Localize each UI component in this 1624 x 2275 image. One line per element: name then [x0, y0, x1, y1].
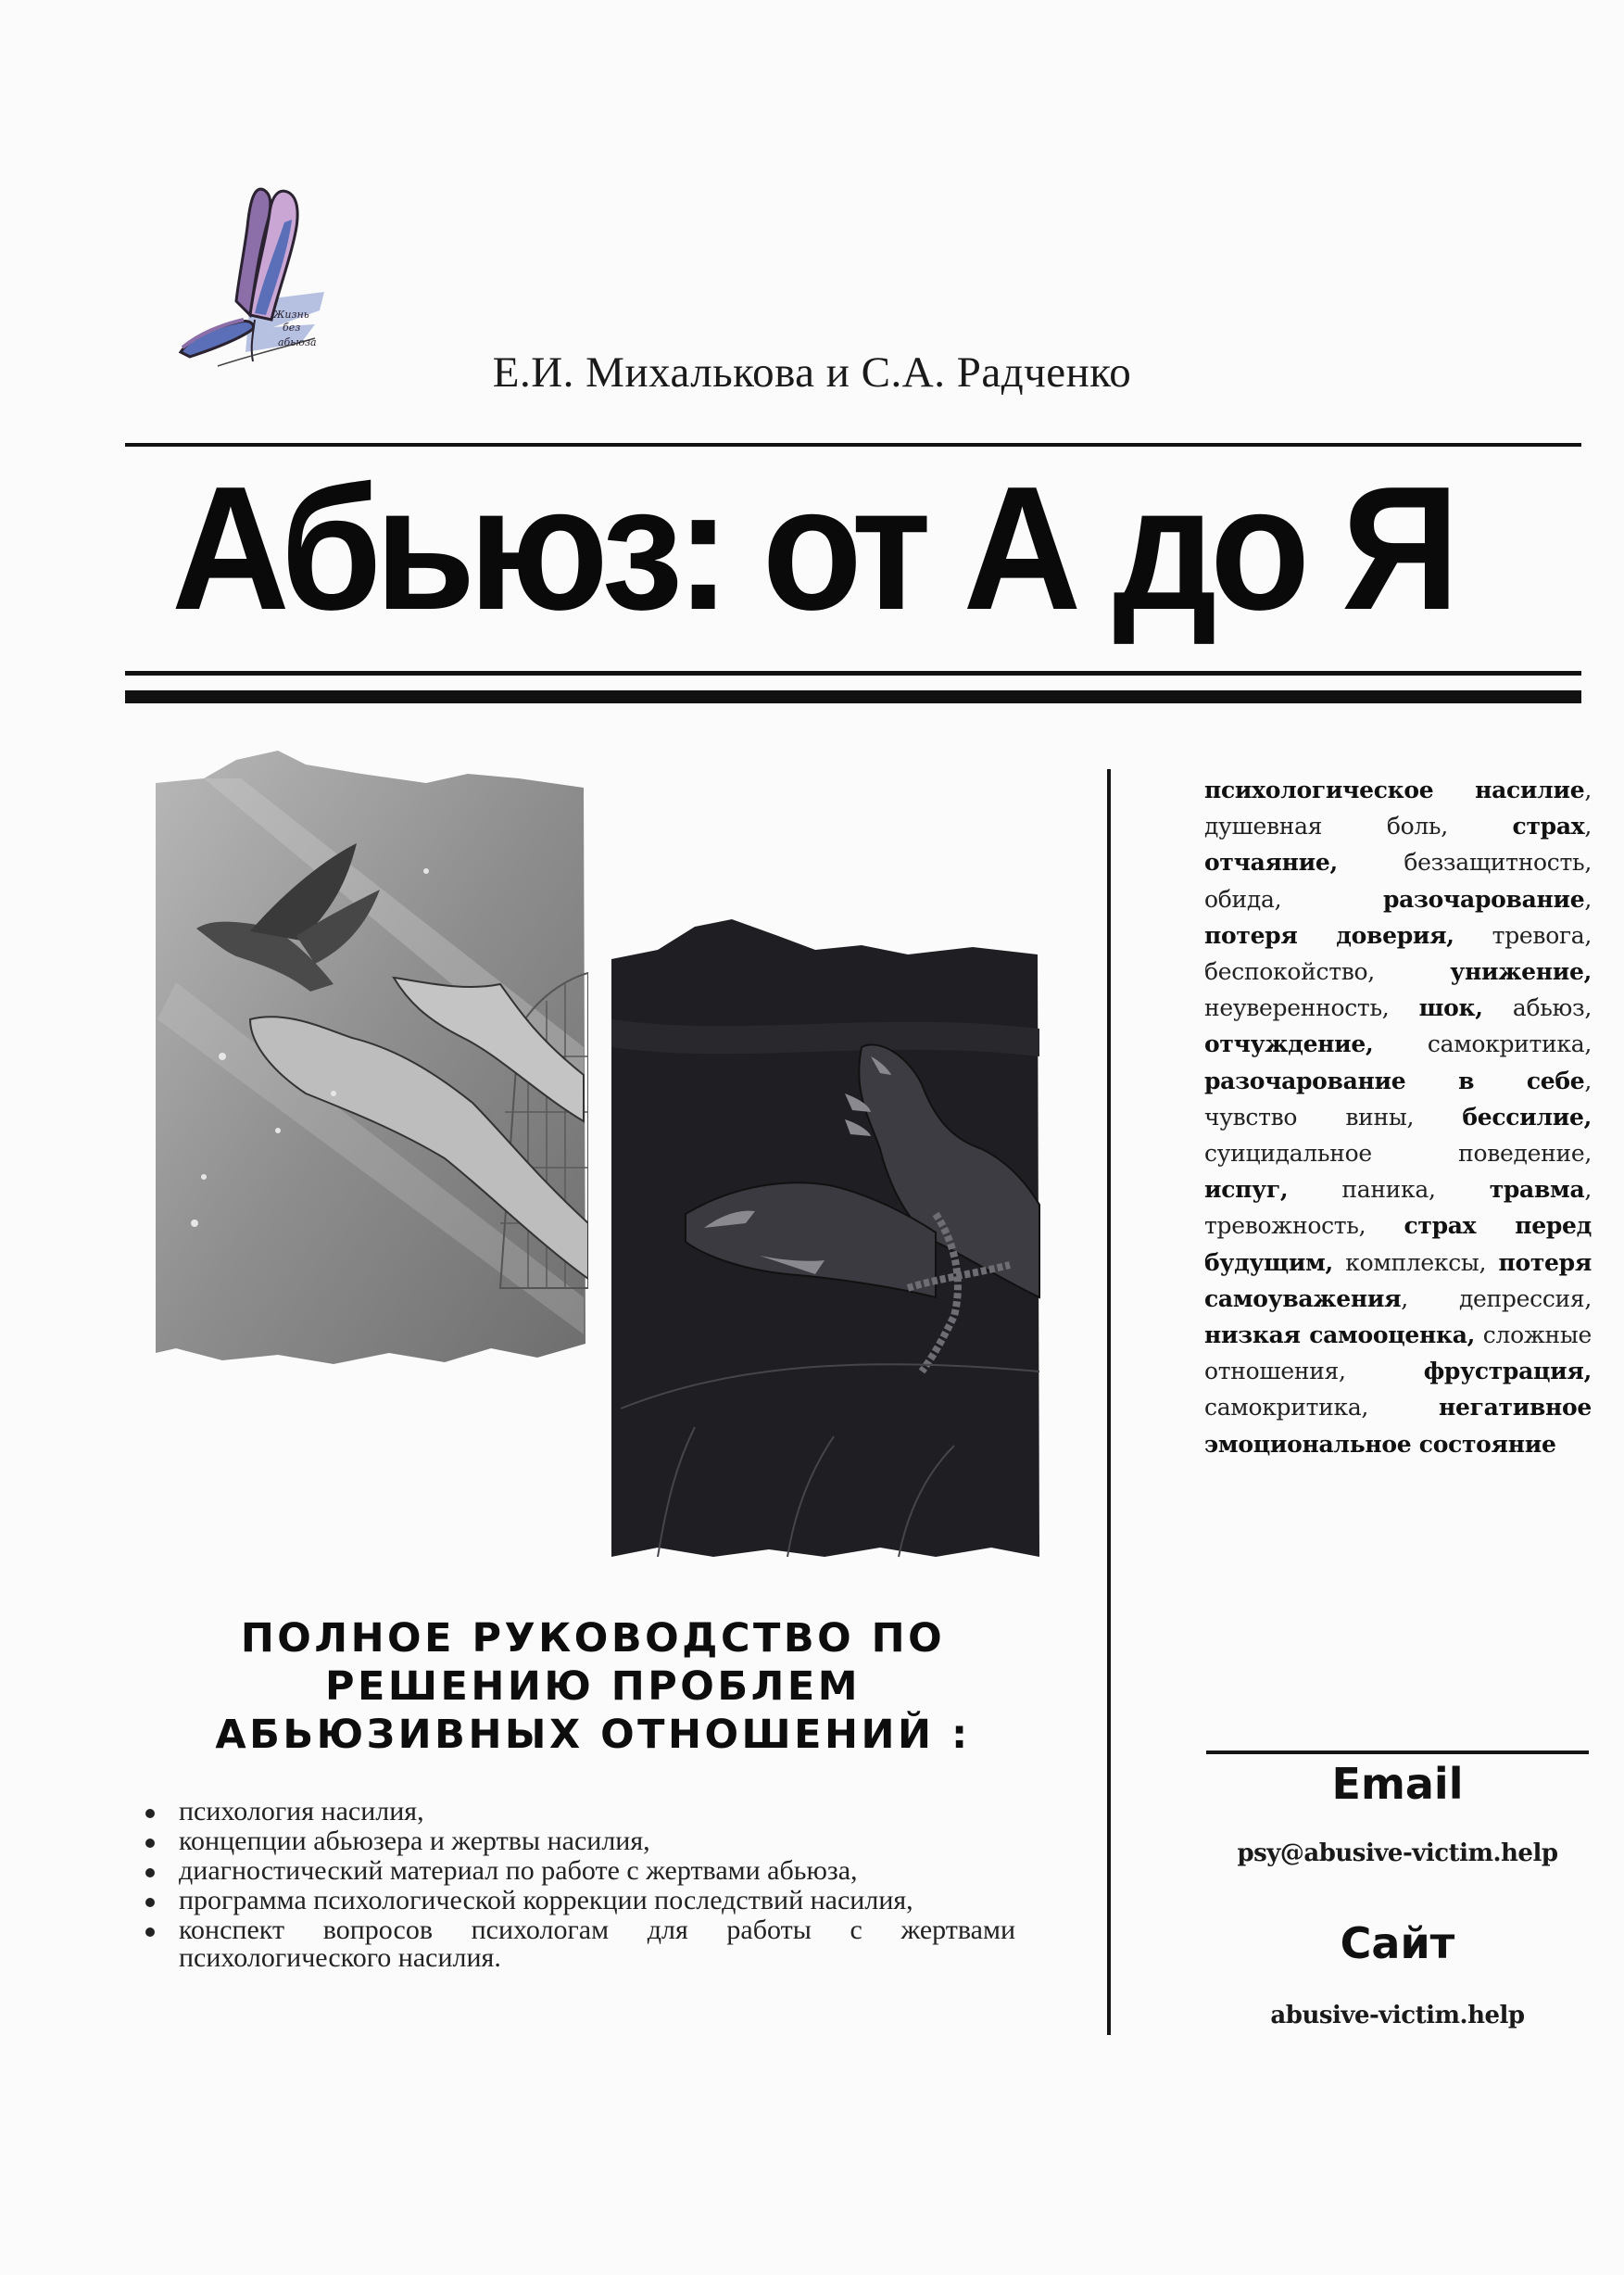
- guide-heading-line: АБЬЮЗИВНЫХ ОТНОШЕНИЙ :: [215, 1712, 971, 1758]
- list-item: диагностический материал по работе с жертвами абьюза,: [142, 1857, 1015, 1885]
- authors: Е.И. Михалькова и С.А. Радченко: [492, 348, 1132, 397]
- keyword: ,: [1584, 813, 1592, 840]
- keyword: комплексы,: [1332, 1248, 1499, 1276]
- keyword: ,: [1584, 777, 1592, 803]
- book-title: Абьюз: от А до Я: [171, 450, 1453, 647]
- contacts-rule: [1206, 1750, 1589, 1754]
- keyword: неуверенность,: [1204, 994, 1419, 1022]
- keyword: самокритика,: [1373, 1030, 1592, 1058]
- keyword: душевная боль,: [1204, 813, 1513, 840]
- keyword: сложные отношения,: [1204, 1321, 1592, 1385]
- keyword-bold: страх: [1512, 813, 1585, 840]
- keyword-bold: испуг,: [1204, 1176, 1289, 1204]
- keyword: суицидальное поведение,: [1204, 1140, 1592, 1168]
- keyword-bold: негативное эмоциональное состояние: [1204, 1394, 1592, 1458]
- list-item: конспект вопросов психологам для работы с жертвами психологического насилия.: [142, 1916, 1015, 1972]
- keyword-bold: фрустрация,: [1423, 1358, 1592, 1385]
- guide-heading: [130, 1614, 1056, 1759]
- column-divider: [1107, 769, 1111, 2035]
- keyword-bold: низкая самооценка,: [1204, 1321, 1476, 1349]
- keyword-bold: отчаяние,: [1204, 849, 1338, 877]
- list-item: психология насилия,: [142, 1798, 1015, 1826]
- keyword-bold: унижение,: [1450, 958, 1592, 986]
- list-item: концепции абьюзера и жертвы насилия,: [142, 1827, 1015, 1855]
- svg-text:абьюза: абьюза: [278, 336, 317, 348]
- guide-heading-line: ПОЛНОЕ РУКОВОДСТВО ПО: [240, 1615, 946, 1662]
- guide-heading-line: РЕШЕНИЮ ПРОБЛЕМ: [324, 1663, 861, 1710]
- illustration-dove: [148, 741, 588, 1409]
- butterfly-icon: [162, 162, 347, 371]
- keyword-bold: потеря самоуважения: [1204, 1248, 1592, 1312]
- title-underline-thin: [125, 671, 1581, 676]
- keyword: самокритика,: [1204, 1394, 1439, 1422]
- keyword-bold: психологическое насилие: [1204, 777, 1585, 803]
- illustration-tied-hands: [602, 908, 1042, 1561]
- keyword: паника,: [1288, 1176, 1490, 1204]
- email-label: Email: [1331, 1759, 1464, 1809]
- keyword-bold: травма: [1489, 1176, 1585, 1204]
- keyword: , тревожность,: [1204, 1176, 1592, 1240]
- keyword-bold: шок,: [1418, 994, 1483, 1022]
- title-underline-thick: [125, 690, 1581, 703]
- keyword: , депрессия,: [1401, 1284, 1592, 1312]
- svg-text:без: без: [283, 322, 301, 334]
- keyword: , чувство вины,: [1204, 1067, 1592, 1131]
- keyword: ,: [1584, 885, 1592, 913]
- email-address[interactable]: psy@abusive-victim.help: [1237, 1839, 1558, 1867]
- guide-topics-list: [142, 1798, 1015, 1974]
- keyword-bold: потеря доверия,: [1204, 921, 1454, 949]
- keyword: абьюз,: [1482, 994, 1592, 1022]
- keyword: тревога, беспокойство,: [1204, 921, 1592, 986]
- keyword: беззащитность, обида,: [1204, 849, 1592, 913]
- publisher-logo: [162, 162, 347, 371]
- keyword-bold: отчуждение,: [1204, 1030, 1374, 1058]
- keyword-bold: разочарование: [1382, 885, 1585, 913]
- svg-text:Жизнь: Жизнь: [273, 309, 309, 321]
- top-rule: [125, 443, 1581, 447]
- keyword-bold: разочарование в себе: [1204, 1067, 1585, 1094]
- site-label: Сайт: [1340, 1918, 1455, 1968]
- emotion-keywords: [1204, 772, 1592, 1462]
- keyword-bold: страх перед будущим,: [1204, 1212, 1592, 1276]
- keyword-bold: бессилие,: [1462, 1103, 1592, 1131]
- site-url[interactable]: abusive-victim.help: [1270, 2002, 1525, 2029]
- list-item: программа психологической коррекции последствий насилия,: [142, 1887, 1015, 1915]
